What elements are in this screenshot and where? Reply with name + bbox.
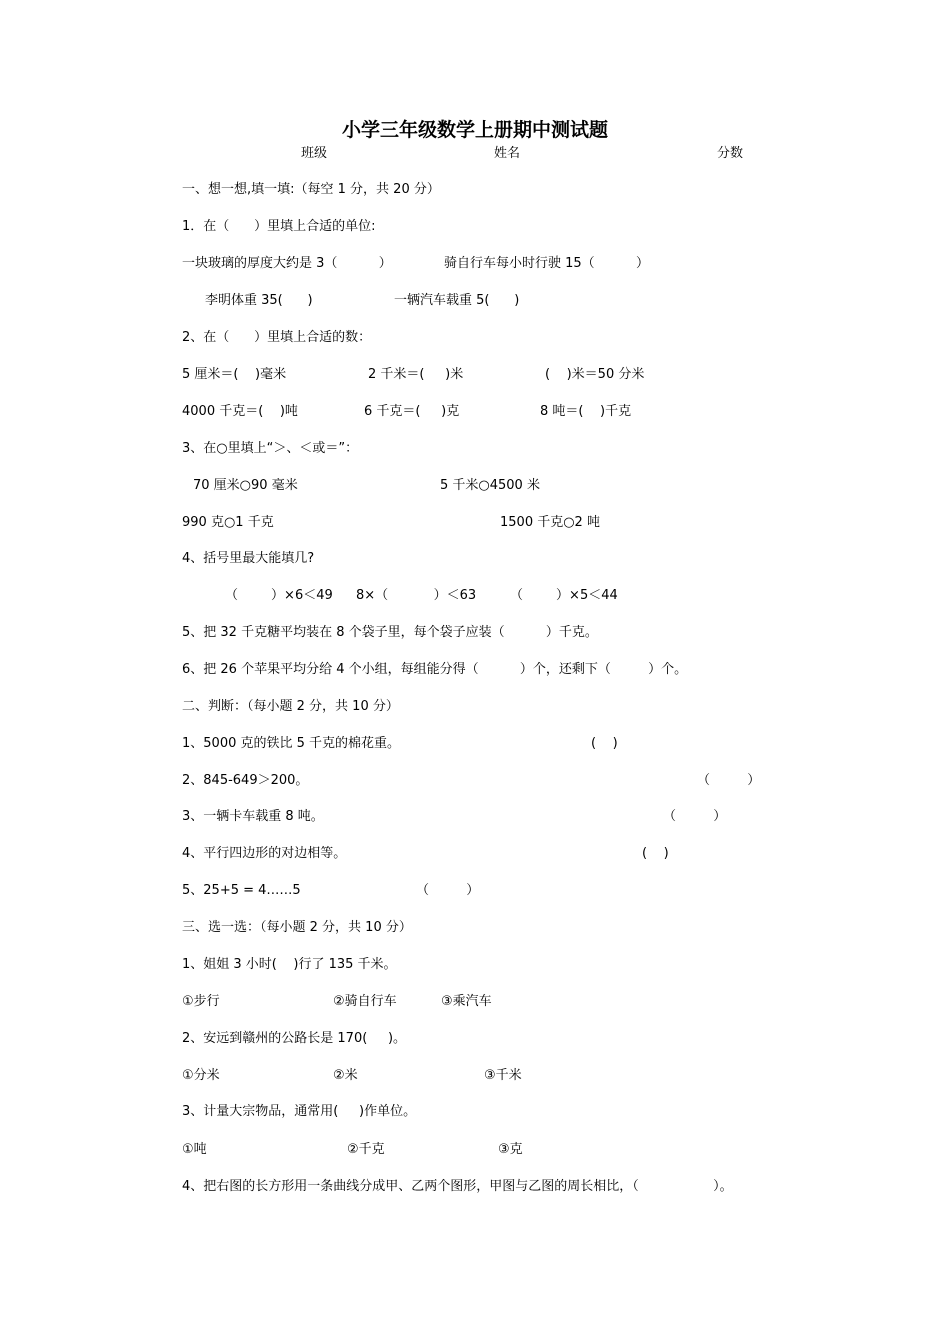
question-item: 骑自行车每小时行驶 15（ ） [444,256,649,271]
choice-option: ②骑自行车 [333,994,397,1009]
question-item: （ ）×6＜49 [225,588,333,603]
question-item: ( )米＝50 分米 [545,367,645,382]
question-item: 6 千克＝( )克 [364,404,460,419]
question-prompt: 1、5000 克的铁比 5 千克的棉花重。 [182,736,401,751]
question-prompt: 2、在（ ）里填上合适的数： [182,330,372,345]
question-item: 2 千米＝( )米 [368,367,464,382]
choice-option: ①分米 [182,1068,220,1083]
question-item: 8×（ ）＜63 [356,588,477,603]
question-item: 70 厘米○90 毫米 [193,478,298,493]
choice-option: ③千米 [484,1068,522,1083]
choice-option: ②千克 [347,1142,385,1157]
question-prompt: 2、安远到赣州的公路长是 170( )。 [182,1031,407,1046]
question-prompt: 3、一辆卡车载重 8 吨。 [182,809,324,824]
question-prompt: 4、括号里最大能填几? [182,551,315,566]
section-heading: 二、判断：（每小题 2 分，共 10 分） [182,699,399,714]
section-heading: 一、想一想,填一填:（每空 1 分，共 20 分） [182,182,440,197]
question-prompt: 3、计量大宗物品，通常用( )作单位。 [182,1104,417,1119]
question-item: 8 吨＝( )千克 [540,404,632,419]
choice-option: ①吨 [182,1142,207,1157]
choice-option: ③克 [498,1142,523,1157]
name-label: 姓名 [494,146,521,161]
question-prompt: 1、姐姐 3 小时( )行了 135 千米。 [182,957,397,972]
section-heading: 三、选一选：（每小题 2 分，共 10 分） [182,920,412,935]
answer-mark: ( ) [591,736,618,751]
question-item: 一辆汽车载重 5( ) [394,293,520,308]
question-item: 1500 千克○2 吨 [500,515,600,530]
question-prompt: 3、在○里填上“＞、＜或＝”： [182,441,359,456]
question-prompt: 6、把 26 个苹果平均分给 4 个小组，每组能分得（ ）个，还剩下（ ）个。 [182,662,688,677]
score-label: 分数 [717,146,744,161]
question-item: 4000 千克＝( )吨 [182,404,298,419]
question-prompt: 2、845-649＞200。 [182,773,309,788]
question-prompt: 5、25+5 = 4……5 [182,883,301,898]
question-prompt: 1．在（ ）里填上合适的单位: [182,219,376,234]
page-title: 小学三年级数学上册期中测试题 [341,119,608,141]
question-prompt: 5、把 32 千克糖平均装在 8 个袋子里，每个袋子应装（ ）千克。 [182,625,598,640]
question-item: （ ）×5＜44 [510,588,618,603]
answer-mark: ( ) [642,846,669,861]
choice-option: ③乘汽车 [441,994,492,1009]
answer-mark: （ ） [663,809,727,824]
question-item: 一块玻璃的厚度大约是 3（ ） [182,256,392,271]
answer-mark: （ ） [416,883,480,898]
choice-option: ②米 [333,1068,358,1083]
question-prompt: 4、把右图的长方形用一条曲线分成甲、乙两个图形，甲图与乙图的周长相比，（ ）。 [182,1179,733,1194]
choice-option: ①步行 [182,994,220,1009]
answer-mark: （ ） [697,773,761,788]
question-item: 990 克○1 千克 [182,515,274,530]
question-item: 5 厘米＝( )毫米 [182,367,287,382]
question-item: 李明体重 35( ) [205,293,313,308]
question-item: 5 千米○4500 米 [440,478,540,493]
class-label: 班级 [301,146,328,161]
question-prompt: 4、平行四边形的对边相等。 [182,846,347,861]
